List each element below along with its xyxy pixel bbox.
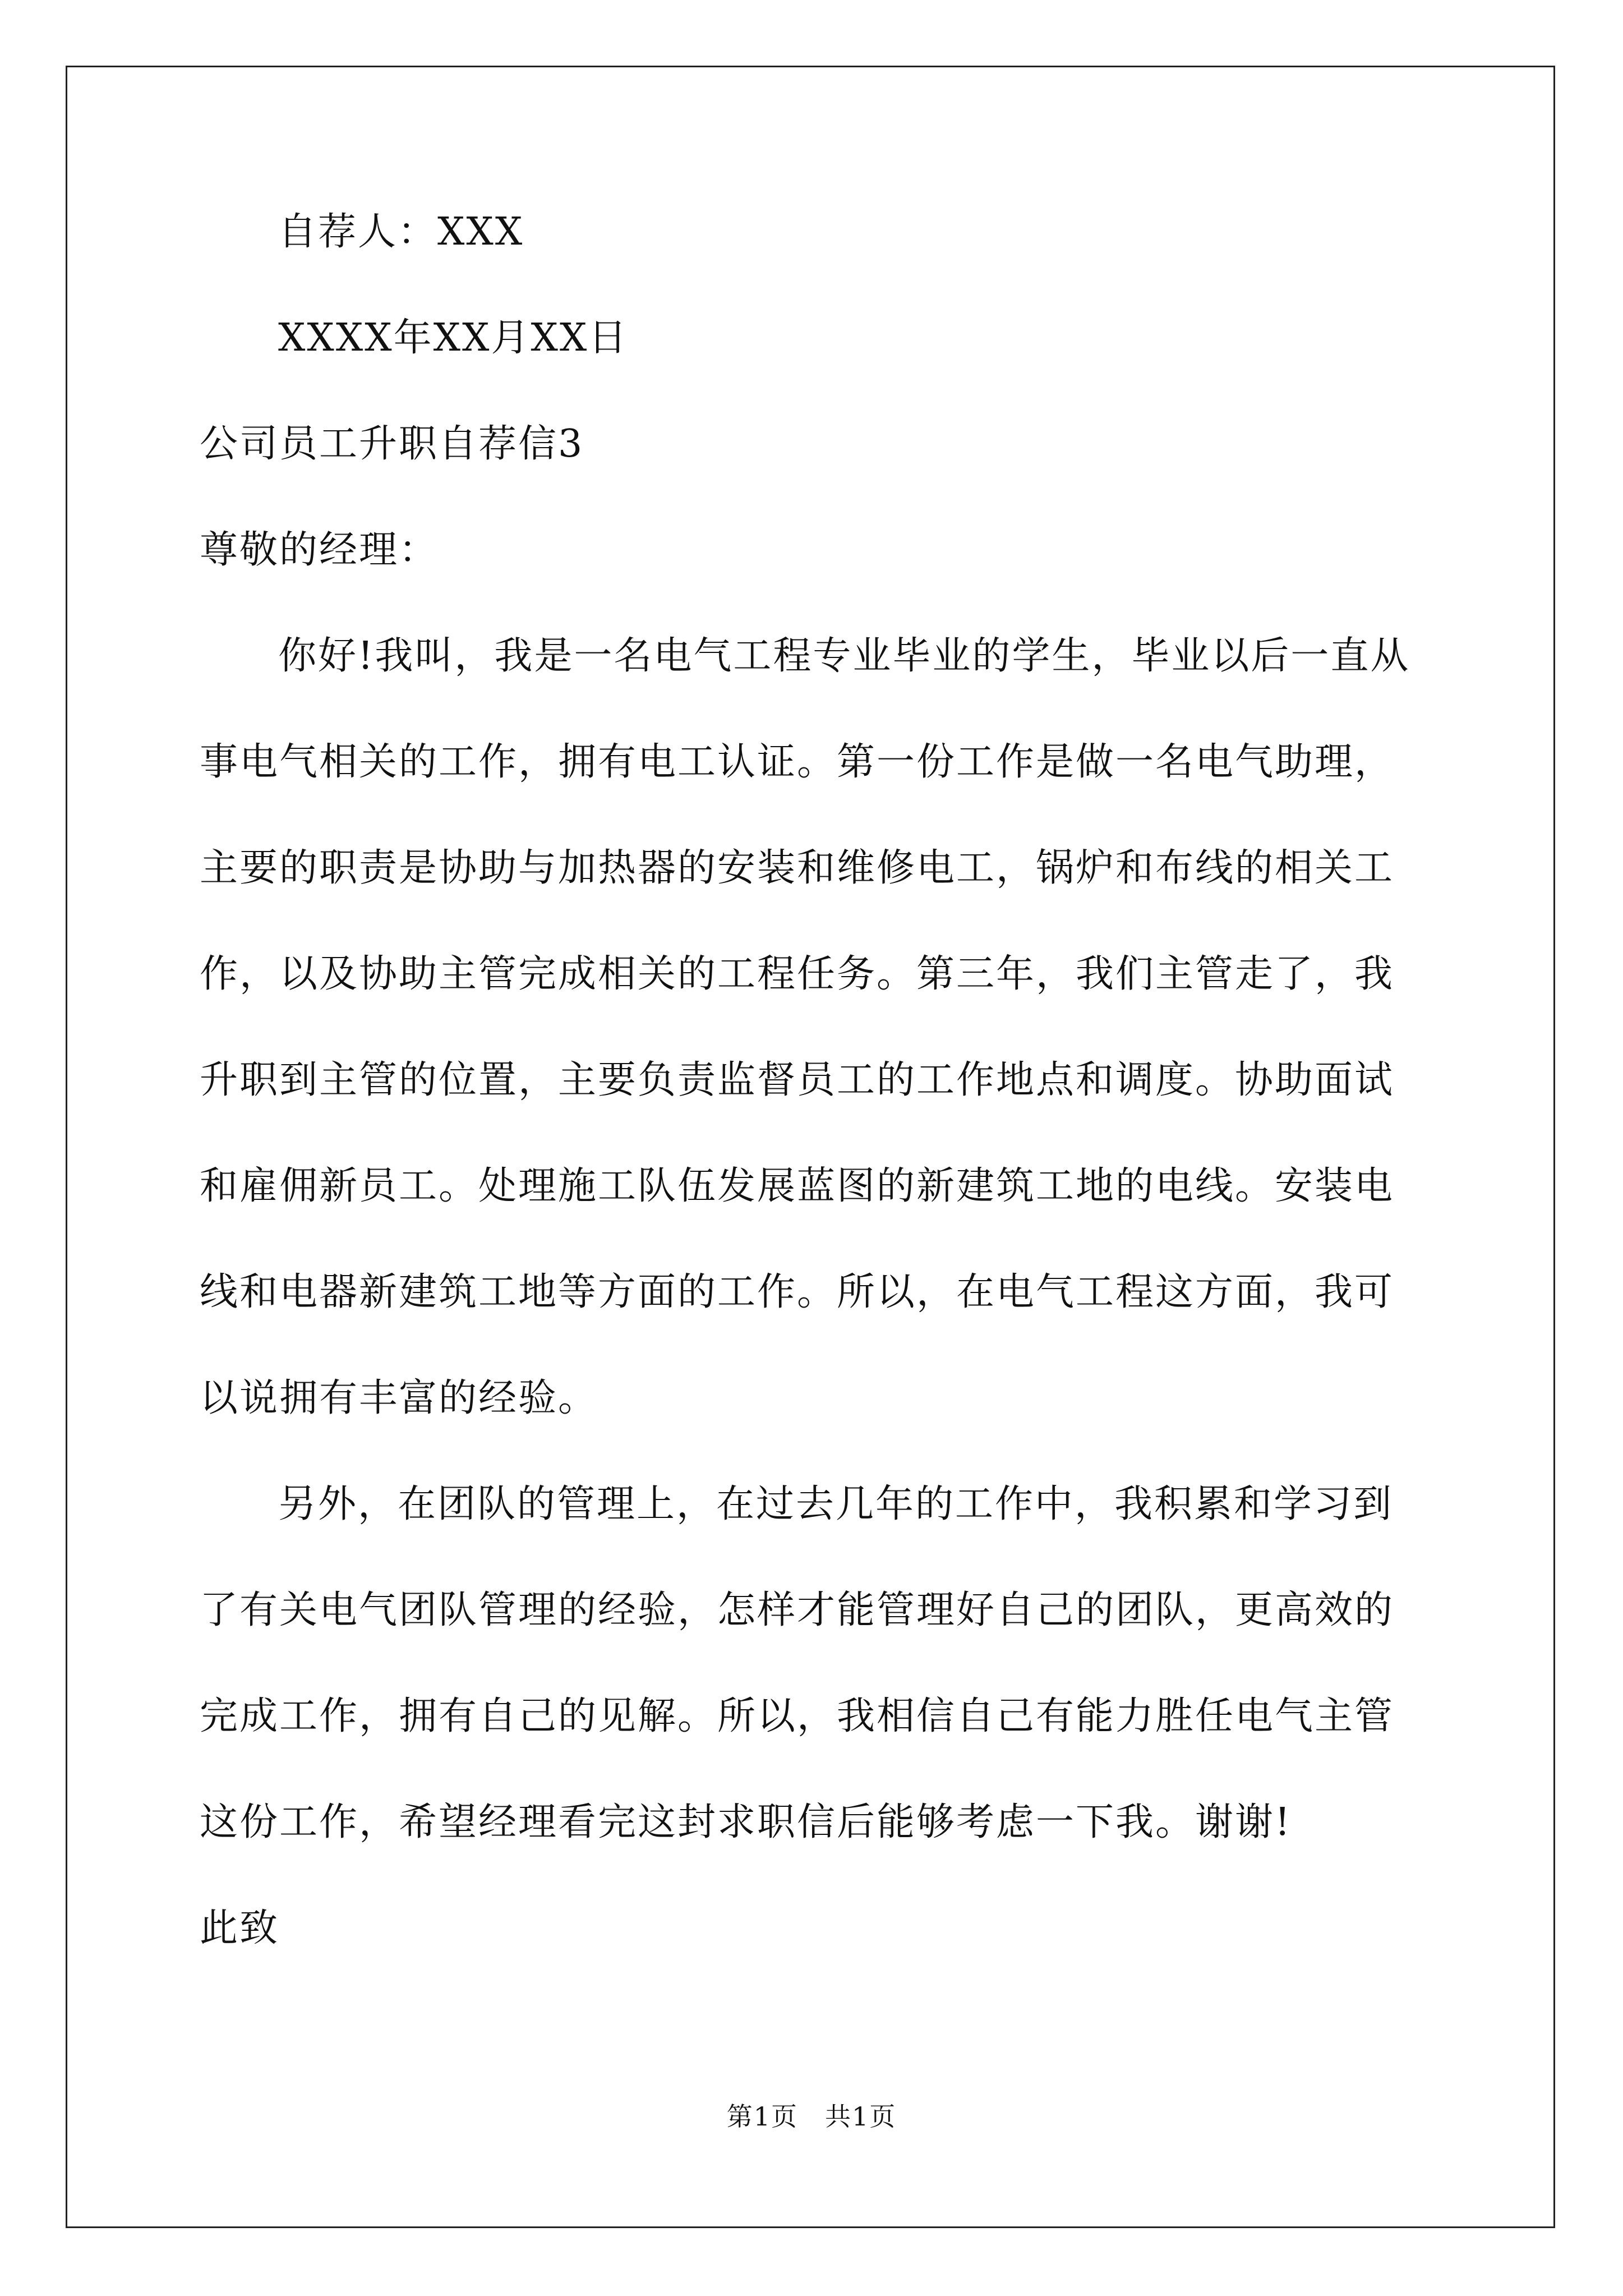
letter-content: [200, 210, 1428, 2016]
paragraph-line: 升职到主管的位置，主要负责监督员工的工作地点和调度。协助面试: [200, 1058, 1395, 1102]
paragraph-line: 事电气相关的工作，拥有电工认证。第一份工作是做一名电气助理，: [200, 740, 1395, 784]
paragraph-line: 以说拥有丰富的经验。: [200, 1376, 598, 1420]
paragraph-line: 主要的职责是协助与加热器的安装和维修电工，锅炉和布线的相关工: [200, 846, 1395, 890]
paragraph-line: 这份工作，希望经理看完这封求职信后能够考虑一下我。谢谢!: [200, 1800, 1292, 1844]
paragraph-line: 另外，在团队的管理上，在过去几年的工作中，我积累和学习到: [278, 1482, 1394, 1526]
paragraph-1: [200, 634, 1428, 1420]
paragraph-line: 和雇佣新员工。处理施工队伍发展蓝图的新建筑工地的电线。安装电: [200, 1164, 1395, 1208]
paragraph-2: [200, 1482, 1428, 1844]
letter-title: 公司员工升职自荐信3: [200, 422, 584, 466]
date-line: XXXX年XX月XX日: [278, 316, 629, 360]
paragraph-line: 作，以及协助主管完成相关的工程任务。第三年，我们主管走了，我: [200, 952, 1395, 996]
signature-line: 自荐人：XXX: [278, 210, 524, 254]
paragraph-line: 你好!我叫，我是一名电气工程专业毕业的学生，毕业以后一直从: [278, 634, 1410, 678]
paragraph-line: 了有关电气团队管理的经验，怎样才能管理好自己的团队，更高效的: [200, 1588, 1395, 1632]
paragraph-line: 线和电器新建筑工地等方面的工作。所以，在电气工程这方面，我可: [200, 1270, 1395, 1314]
paragraph-line: 完成工作，拥有自己的见解。所以，我相信自己有能力胜任电气主管: [200, 1694, 1395, 1738]
salutation: 尊敬的经理：: [200, 528, 439, 572]
page-footer: 第1页 共1页: [726, 2101, 897, 2132]
closing: 此致: [200, 1906, 280, 1950]
